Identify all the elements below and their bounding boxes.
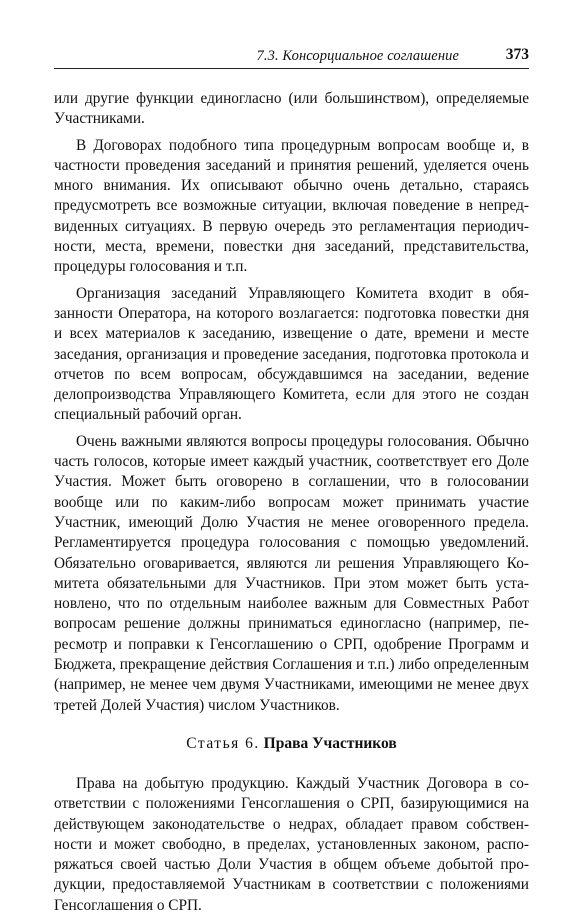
section-heading-title: Права Участников xyxy=(263,734,397,752)
section-heading-prefix: Статья 6. xyxy=(186,734,260,752)
body-text xyxy=(54,89,529,916)
running-header-title: 7.3. Консорциальное соглашение xyxy=(256,48,459,64)
paragraph-procedural-questions: В Договорах подобного типа процедурным вопросам вообще и, в частности проведения заседаний и принятия решений, уделяется очень много внимания. Их описывают обычно очень детально, стараясь предусмотреть все возможные ситуации, включая поведение в непредвиденных ситуациях. В первую очередь это регламентация периодичности, места, времени, повестки дня заседаний, представительства, процедуры голосования и т.п. xyxy=(54,136,529,276)
running-header xyxy=(54,46,529,69)
paragraph-meeting-organization: Организация заседаний Управляющего Комитета входит в обязанности Оператора, на которого возлагается: подготовка повестки дня и всех материалов к заседанию, извещение о дате, времени и месте заседания, организация и проведение заседания, подготовка протокола и отчетов по всем вопросам, обсуждавшимся на заседании, ведение делопроизводства Управляющего Комитета, если для этого не создан специальный рабочий орган. xyxy=(54,284,529,424)
paragraph-continuation: или другие функции единогласно (или большинством), определяемые Участниками. xyxy=(54,90,529,128)
paragraph-voting-procedure: Очень важными являются вопросы процедуры голосования. Обычно часть голосов, которые имеет каждый участник, соответствует его Доле Участия. Может быть оговорено в соглашении, что в голосовании вообще или по каким-либо вопросам может принимать участие Участник, имеющий Долю Участия не менее оговоренного предела. Регламентируется процедура голосования с помощью уведомлений. Обязательно оговаривается, являются ли решения Управляющего Комитета обязательными для Участников. При этом может быть установлено, что по отдельным наиболее важным для Совместных Работ вопросам решение должны приниматься единогласно (например, пересмотр и поправки к Генсоглашению о СРП, одобрение Программ и Бюджета, прекращение действия Соглашения и т.п.) либо определенным (например, не менее чем двумя Участниками, имеющими не менее двух третей Долей Участия) числом Участников. xyxy=(54,432,529,714)
paragraph-production-rights: Права на добытую продукцию. Каждый Участник Договора в соответствии с положениями Генсоглашения о СРП, базирующимися на действующем законодательстве о недрах, обладает правом собственности и может свободно, в пределах, установленных законом, распоряжаться своей частью Доли Участия в общем объеме добытой продукции, предоставляемой Участникам в соответствии с положениями Генсоглашения о СРП. xyxy=(54,774,529,914)
page-number: 373 xyxy=(505,46,529,63)
section-heading xyxy=(54,734,529,754)
